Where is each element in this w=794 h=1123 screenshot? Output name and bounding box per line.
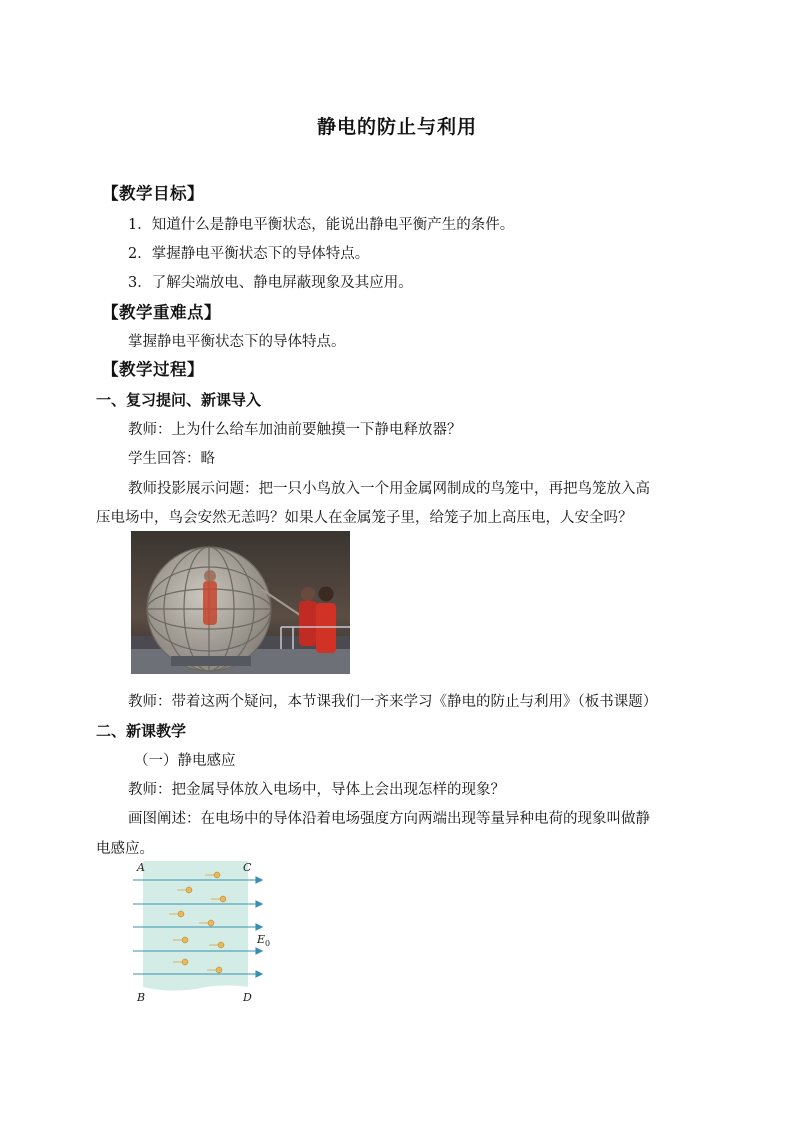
process-heading: 【教学过程】 (102, 360, 204, 379)
label-e: E (257, 933, 266, 946)
goal-item-2: 2．掌握静电平衡状态下的导体特点。 (128, 246, 370, 262)
label-d: D (243, 991, 252, 1004)
label-e-subscript: 0 (265, 939, 271, 948)
section-1-title: 一、复习提问、新课导入 (96, 391, 262, 409)
page-title: 静电的防止与利用 (316, 116, 477, 138)
teacher-question-2: 教师：把金属导体放入电场中，导体上会出现怎样的现象？ (128, 782, 505, 798)
goal-item-3: 3．了解尖端放电、静电屏蔽现象及其应用。 (128, 275, 413, 291)
key-points-text: 掌握静电平衡状态下的导体特点。 (128, 334, 346, 350)
drawing-explanation-line-1: 画图阐述：在电场中的导体沿着电场强度方向两端出现等量异种电荷的现象叫做静 (128, 811, 650, 827)
key-points-heading: 【教学重难点】 (102, 303, 221, 322)
section-2-title: 二、新课教学 (96, 722, 187, 740)
label-a: A (137, 861, 145, 874)
teacher-question-1: 教师：上为什么给车加油前要触摸一下静电释放器？ (128, 422, 462, 438)
label-c: C (243, 861, 252, 874)
subsection-1-title: （一）静电感应 (134, 753, 236, 769)
student-answer-1: 学生回答：略 (128, 451, 215, 467)
goal-item-1: 1．知道什么是静电平衡状态，能说出静电平衡产生的条件。 (128, 217, 515, 233)
projection-question-line-1: 教师投影展示问题：把一只小鸟放入一个用金属网制成的鸟笼中，再把鸟笼放入高 (128, 481, 650, 497)
projection-question-line-2: 压电场中，鸟会安然无恙吗？如果人在金属笼子里，给笼子加上高压电，人安全吗？ (96, 510, 633, 526)
label-b: B (137, 991, 146, 1004)
teacher-intro-statement: 教师：带着这两个疑问，本节课我们一齐来学习《静电的防止与利用》（板书课题） (128, 694, 658, 710)
drawing-explanation-line-2: 电感应。 (96, 841, 154, 857)
electrostatic-induction-diagram (128, 857, 278, 1005)
goals-heading: 【教学目标】 (102, 184, 204, 203)
faraday-cage-photo (131, 531, 350, 674)
